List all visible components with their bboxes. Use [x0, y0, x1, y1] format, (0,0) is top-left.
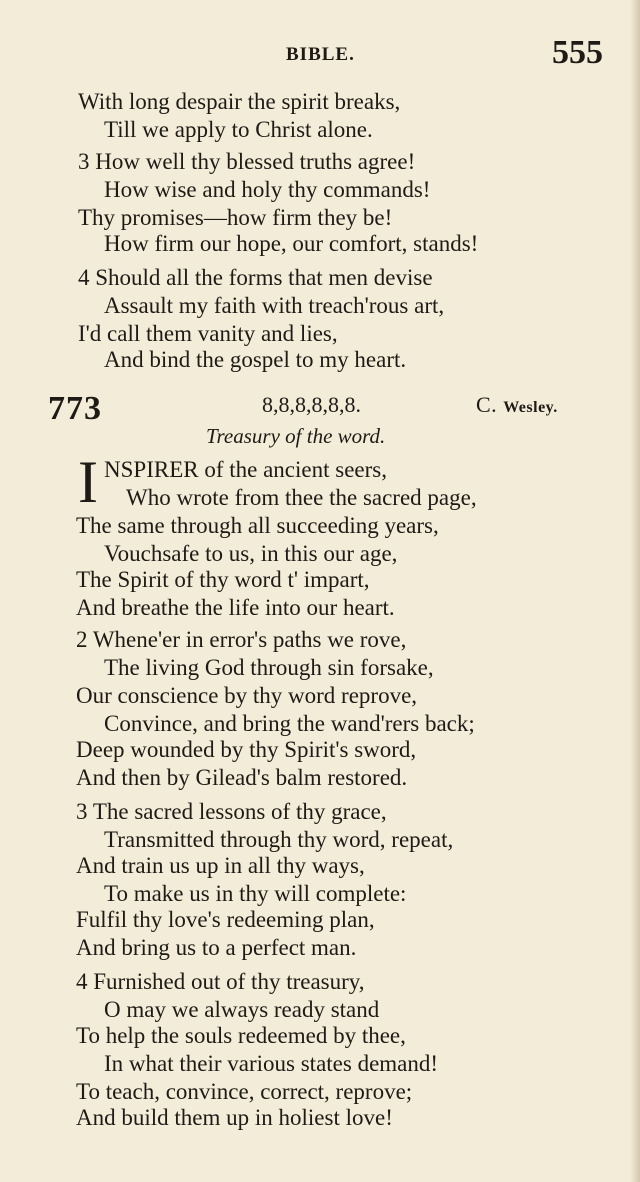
verse-line: Assault my faith with treach'rous art, [104, 293, 445, 318]
verse-line: And then by Gilead's balm restored. [76, 765, 408, 790]
hymn-author [476, 392, 558, 418]
verse-line: I'd call them vanity and lies, [78, 321, 338, 346]
verse-line: The Spirit of thy word t' impart, [76, 567, 370, 592]
verse-line: The living God through sin forsake, [104, 655, 434, 680]
running-head [0, 34, 640, 71]
verse-line: How firm our hope, our comfort, stands! [104, 231, 479, 256]
page-edge-shadow [630, 0, 640, 1182]
page-number: 555 [552, 34, 603, 71]
verse-line: 3 The sacred lessons of thy grace, [76, 799, 387, 824]
verse-line: Our conscience by thy word reprove, [76, 683, 418, 708]
verse-line: 2 Whene'er in error's paths we rove, [76, 627, 407, 652]
verse-line: O may we always ready stand [104, 997, 380, 1022]
verse-line: Who wrote from thee the sacred page, [126, 485, 477, 510]
hymn-number: 773 [48, 390, 102, 427]
verse-line: Thy promises—how firm they be! [78, 205, 393, 230]
author-initial: C. [476, 392, 498, 417]
verse-line: To help the souls redeemed by thee, [76, 1023, 406, 1048]
verse-line: The same through all succeeding years, [76, 513, 439, 538]
running-title: BIBLE. [286, 44, 355, 65]
verse-line: And breathe the life into our heart. [76, 595, 395, 620]
verse-line: To teach, convince, correct, reprove; [76, 1079, 413, 1104]
verse-line: Fulfil thy love's redeeming plan, [76, 907, 375, 932]
author-surname: Wesley. [503, 399, 558, 416]
verse-line: And bring us to a perfect man. [76, 935, 357, 960]
verse-line: Till we apply to Christ alone. [104, 117, 373, 142]
verse-line: And build them up in holiest love! [76, 1105, 393, 1130]
hymn-meter: 8,8,8,8,8,8. [262, 392, 361, 417]
verse-line: To make us in thy will complete: [104, 881, 407, 906]
verse-line: Deep wounded by thy Spirit's sword, [76, 737, 417, 762]
verse-line: In what their various states demand! [104, 1051, 439, 1076]
verse-line: And train us up in all thy ways, [76, 853, 365, 878]
verse-line: 4 Furnished out of thy treasury, [76, 969, 365, 994]
verse-line: NSPIRER of the ancient seers, [104, 457, 387, 482]
hymn-title: Treasury of the word. [206, 424, 386, 448]
verse-line: Convince, and bring the wand'rers back; [104, 711, 475, 736]
verse-line: How wise and holy thy commands! [104, 177, 431, 202]
verse-line: Vouchsafe to us, in this our age, [104, 541, 398, 566]
verse-line: Transmitted through thy word, repeat, [104, 827, 454, 852]
verse-line: 4 Should all the forms that men devise [78, 265, 433, 290]
verse-line: And bind the gospel to my heart. [104, 347, 407, 372]
verse-line: With long despair the spirit breaks, [78, 89, 401, 114]
drop-cap: I [78, 449, 98, 515]
verse-line: 3 How well thy blessed truths agree! [78, 149, 416, 174]
